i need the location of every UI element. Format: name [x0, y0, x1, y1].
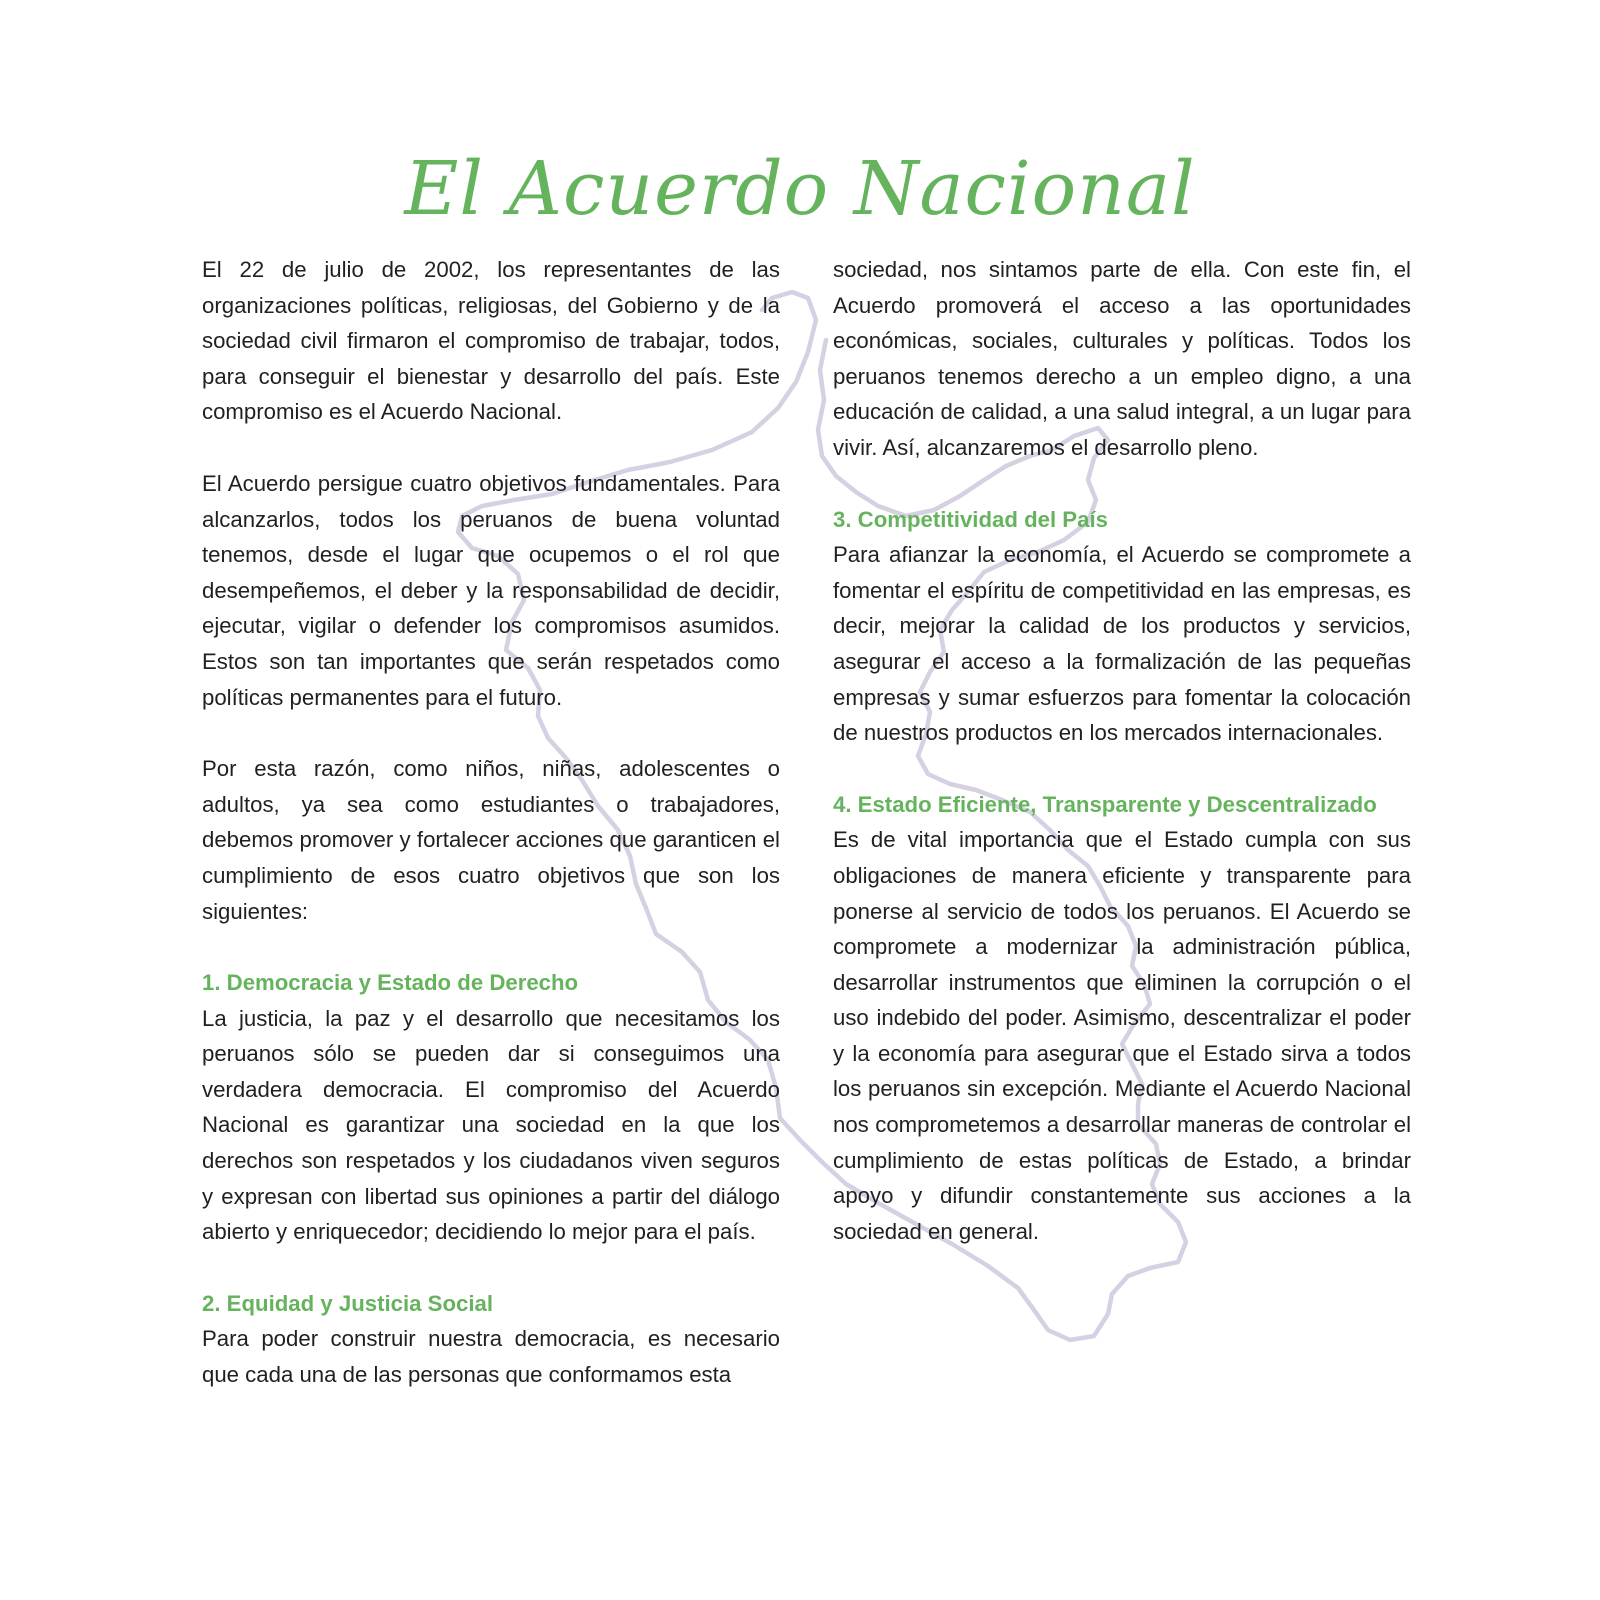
section-heading-estado: 4. Estado Eficiente, Transparente y Descentralizado [833, 791, 1377, 817]
section-heading-equidad: 2. Equidad y Justicia Social [202, 1290, 494, 1316]
section-heading-democracia: 1. Democracia y Estado de Derecho [202, 970, 579, 996]
section-text-competitividad: Para afianzar la economía, el Acuerdo se compromete a fomentar el espíritu de competitividad en las empresas, es decir, mejorar la calidad de los productos y servicios, asegurar el acceso a la formalización de las pequeñas empresas y sumar esfuerzos para fomentar la colocación de nuestros productos en los mercados internacionales. [833, 542, 1411, 746]
left-column [202, 252, 780, 1393]
objectives-paragraph: El Acuerdo persigue cuatro objetivos fundamentales. Para alcanzarlos, todos los peruanos de buena voluntad tenemos, desde el lugar que ocupemos o el rol que desempeñemos, el deber y la responsabilidad de decidir, ejecutar, vigilar o defender los compromisos asumidos. Estos son tan importantes que serán respetados como políticas permanentes para el futuro. [202, 470, 780, 710]
right-column [833, 252, 1411, 1249]
section-text-equidad-continued: sociedad, nos sintamos parte de ella. Con este fin, el Acuerdo promoverá el acceso a las oportunidades económicas, sociales, culturales y políticas. Todos los peruanos tenemos derecho a un empleo digno, a una educación de calidad, a una salud integral, a un lugar para vivir. Así, alcanzaremos el desarrollo pleno. [833, 257, 1411, 460]
section-text-estado: Es de vital importancia que el Estado cumpla con sus obligaciones de manera eficiente y transparente para ponerse al servicio de todos los peruanos. El Acuerdo se compromete a modernizar la administración pública, desarrollar instrumentos que eliminen la corrupción o el uso indebido del poder. Asimismo, descentralizar el poder y la economía para asegurar que el Estado sirva a todos los peruanos sin excepción. Mediante el Acuerdo Nacional nos comprometemos a desarrollar maneras de controlar el cumplimiento de estas políticas de Estado, a brindar apoyo y difundir constantemente sus acciones a la sociedad en general. [833, 827, 1411, 1244]
reason-paragraph: Por esta razón, como niños, niñas, adolescentes o adultos, ya sea como estudiantes o trabajadores, debemos promover y fortalecer acciones que garanticen el cumplimiento de esos cuatro objetivos que son los siguientes: [202, 756, 780, 924]
page-title: El Acuerdo Nacional [404, 146, 1196, 232]
section-heading-competitividad: 3. Competitividad del País [833, 506, 1108, 532]
section-text-democracia: La justicia, la paz y el desarrollo que necesitamos los peruanos sólo se pueden dar si conseguimos una verdadera democracia. El compromiso del Acuerdo Nacional es garantizar una sociedad en la que los derechos son respetados y los ciudadanos viven seguros y expresan con libertad sus opiniones a partir del diálogo abierto y enriquecedor; decidiendo lo mejor para el país. [202, 1005, 780, 1245]
section-text-equidad: Para poder construir nuestra democracia, es necesario que cada una de las personas que conformamos esta [202, 1326, 780, 1388]
intro-paragraph: El 22 de julio de 2002, los representantes de las organizaciones políticas, religiosas, del Gobierno y de la sociedad civil firmaron el compromiso de trabajar, todos, para conseguir el bienestar y desarrollo del país. Este compromiso es el Acuerdo Nacional. [202, 257, 780, 425]
